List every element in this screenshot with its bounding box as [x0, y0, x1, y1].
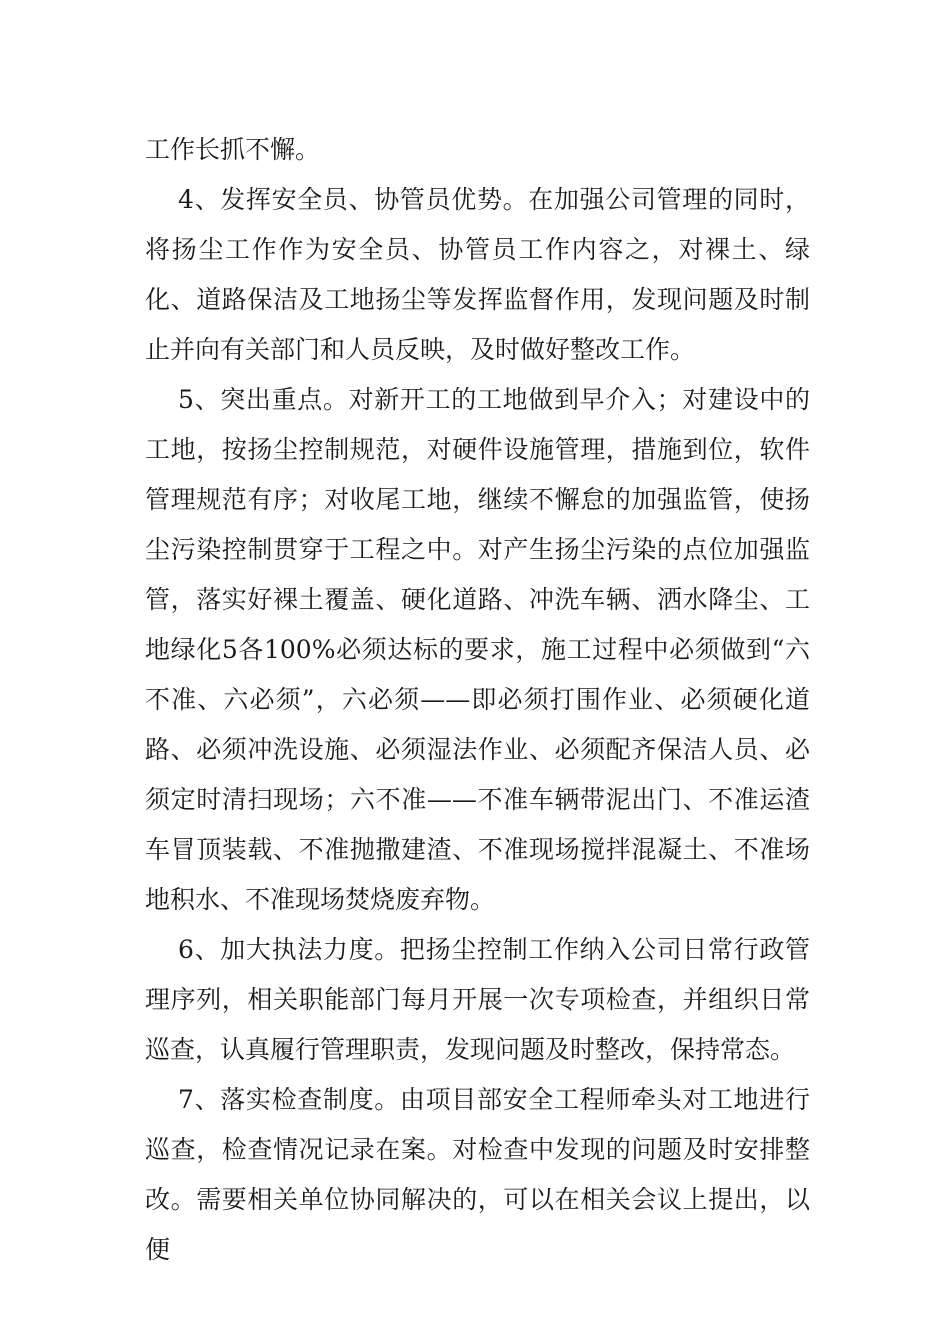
paragraph-item-5: 5、突出重点。对新开工的工地做到早介入；对建设中的工地，按扬尘控制规范，对硬件设施管理，措施到位，软件管理规范有序；对收尾工地，继续不懈怠的加强监管，使扬尘污染控制贯穿于工程之中。对产生扬尘污染的点位加强监管，落实好裸土覆盖、硬化道路、冲洗车辆、洒水降尘、工地绿化5各100%必须达标的要求，施工过程中必须做到“六不准、六必须”，六必须——即必须打围作业、必须硬化道路、必须冲洗设施、必须湿法作业、必须配齐保洁人员、必须定时清扫现场；六不准——不准车辆带泥出门、不准运渣车冒顶装载、不准抛撒建渣、不准现场搅拌混凝土、不准场地积水、不准现场焚烧废弃物。 — [145, 385, 810, 914]
paragraph-item-7: 7、落实检查制度。由项目部安全工程师牵头对工地进行巡查，检查情况记录在案。对检查中发现的问题及时安排整改。需要相关单位协同解决的，可以在相关会议上提出，以便 — [145, 1085, 810, 1264]
paragraph-item-4: 4、发挥安全员、协管员优势。在加强公司管理的同时，将扬尘工作作为安全员、协管员工作内容之，对裸土、绿化、道路保洁及工地扬尘等发挥监督作用，发现问题及时制止并向有关部门和人员反映，及时做好整改工作。 — [145, 185, 810, 364]
paragraph-continuation: 工作长抓不懈。 — [145, 135, 321, 164]
paragraph-item-6: 6、加大执法力度。把扬尘控制工作纳入公司日常行政管理序列，相关职能部门每月开展一次专项检查，并组织日常巡查，认真履行管理职责，发现问题及时整改，保持常态。 — [145, 935, 810, 1064]
document-body — [145, 125, 810, 1275]
